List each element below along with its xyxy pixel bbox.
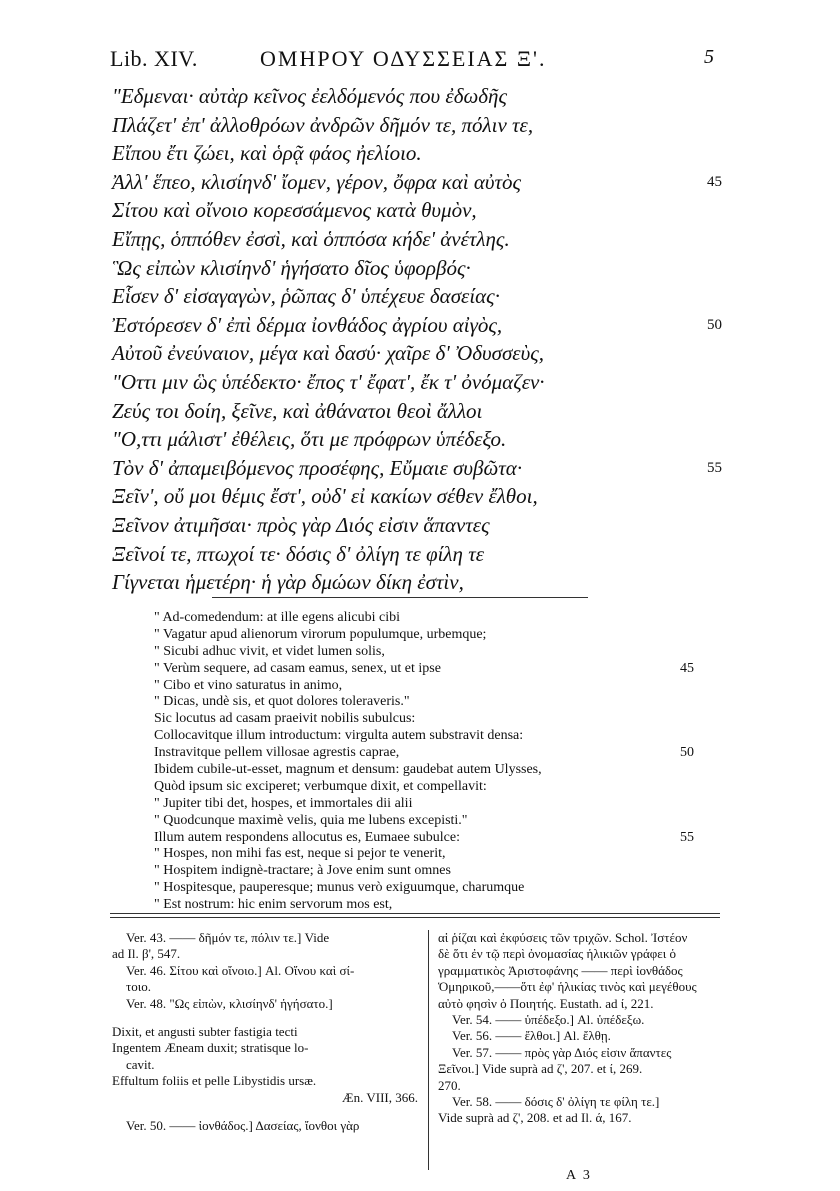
latin-verse-line [154,711,694,728]
greek-verse-line [112,254,722,283]
latin-verse-line [154,863,694,880]
greek-verse-line-text: Αὐτοῦ ἐνεύναιον, μέγα καὶ δασύ· χαῖρε δ' Ὀδυσσεὺς, [112,341,544,366]
latin-translation-block [154,610,694,914]
latin-verse-line [154,661,694,678]
footnote-line: cavit. [126,1056,155,1072]
greek-verse-line [112,311,722,340]
work-title: ΟΜΗΡΟΥ ΟΔΥΣΣΕΙΑΣ Ξ'. [260,46,547,71]
greek-verse-line [112,511,722,540]
greek-verse-line [112,111,722,140]
footnote-rule-lower [110,917,720,918]
latin-verse-line-text: " Hospitesque, pauperesque; munus verò exiguumque, charumque [154,880,525,896]
divider-rule [212,597,588,598]
greek-verse-line-text: Ἀλλ' ἕπεο, κλισίηνδ' ἴομεν, γέρον, ὄφρα καὶ αὐτὸς [112,169,522,194]
latin-verse-line [154,796,694,813]
greek-verse-line-text: Τὸν δ' ἀπαμειβόμενος προσέφης, Εὔμαιε συβῶτα· [112,455,523,480]
book-label: Lib. XIV. [110,46,198,71]
footnote-line: Ingentem Æneam duxit; stratisque lo- [112,1040,309,1056]
line-number: 50 [680,745,694,761]
latin-verse-line [154,762,694,779]
footnote-line: Æn. VIII, 366. [342,1089,418,1105]
footnote-line: Effultum foliis et pelle Libystidis ursæ. [112,1073,317,1089]
footnote-line: Ver. 50. —— ἰονθάδος.] Δασείας, ἴονθοι γὰρ [126,1117,360,1133]
footnote-line: δὲ ὅτι ἐν τῷ περὶ ὀνομασίας ἡλικιῶν γράφει ὁ [438,946,676,962]
greek-verse-line-text: Ξεῖν', οὔ μοι θέμις ἔστ', οὐδ' εἰ κακίων σέθεν ἔλθοι, [112,484,538,509]
line-number: 45 [680,660,694,676]
latin-verse-line-text: " Est nostrum: hic enim servorum mos est, [154,897,393,913]
latin-verse-line [154,644,694,661]
greek-verse-line-text: "Ο,ττι μάλιστ' ἐθέλεις, ὅτι με πρόφρων ὑπέδεξο. [112,427,507,452]
greek-verse-line [112,482,722,511]
footnote-line: Ver. 54. —— ὑπέδεξο.] Al. ὑπέδεξω. [452,1011,645,1027]
latin-verse-line [154,880,694,897]
latin-verse-line-text: " Hospitem indignè-tractare; à Jove enim sunt omnes [154,863,451,879]
latin-verse-line-text: " Ad-comedendum: at ille egens alicubi cibi [154,610,400,625]
footnote-line: Ver. 43. —— δῆμόν τε, πόλιν τε.] Vide [126,930,330,945]
latin-verse-line-text: Collocavitque illum introductum: virgulta autem substravit densa: [154,728,524,744]
latin-verse-line [154,897,694,914]
greek-verse-line [112,368,722,397]
latin-verse-line [154,779,694,796]
latin-verse-line-text: " Jupiter tibi det, hospes, et immortales dii alii [154,795,413,811]
greek-verse-line-text: Εἷσεν δ' εἰσαγαγὼν, ῥῶπας δ' ὑπέχευε δασείας· [112,284,500,309]
greek-verse-line-text: "Οττι μιν ὣς ὑπέδεκτο· ἔπος τ' ἔφατ', ἔκ τ' ὀνόμαζεν· [112,369,545,394]
latin-verse-line-text: " Vagatur apud alienorum virorum populumque, urbemque; [154,626,487,642]
latin-verse-line-text: " Dicas, undè sis, et quot dolores toleraveris." [154,694,410,710]
line-number: 45 [707,173,722,190]
footnote-line: Ver. 46. Σίτου καὶ οἴνοιο.] Al. Οἴνου καὶ σί- [126,962,355,978]
greek-verse-line-text: Ζεύς τοι δοίη, ξεῖνε, καὶ ἀθάνατοι θεοὶ ἄλλοι [112,398,483,423]
footnote-line: Ὁμηρικοῦ,——ὅτι ἐφ' ἡλικίας τινὸς καὶ μεγέθους [438,979,697,995]
footnote-line: Ξεῖνοι.] Vide suprà ad ζ', 207. et ί, 269. [438,1061,643,1077]
greek-verse-line [112,397,722,426]
greek-verse-line [112,225,722,254]
latin-verse-line-text: " Hospes, non mihi fas est, neque si pejor te venerit, [154,846,446,862]
running-header [110,46,714,76]
latin-verse-line [154,813,694,830]
footnote-line: Vide suprà ad ζ', 208. et ad Il. ά, 167. [438,1110,632,1126]
greek-verse-line [112,540,722,569]
footnote-line: Dixit, et angusti subter fastigia tecti [112,1023,298,1039]
greek-verse-line [112,425,722,454]
footnote-line: τοιο. [126,979,151,995]
column-divider [428,930,429,1170]
footnote-line: ad Il. β', 547. [112,946,181,962]
greek-verse-line [112,282,722,311]
footnote-rule [110,913,720,914]
greek-verse-line [112,82,722,111]
footnote-line: Ver. 58. —— δόσις δ' ὀλίγη τε φίλη τε.] [452,1093,660,1109]
footnotes-left-column [112,930,418,1134]
greek-verse-line-text: Ξεῖνοί τε, πτωχοί τε· δόσις δ' ὀλίγη τε φίλη τε [112,541,484,566]
greek-verse-line [112,196,722,225]
footnote-line: Ver. 57. —— πρὸς γὰρ Διός εἰσιν ἅπαντες [452,1044,672,1060]
latin-verse-line [154,846,694,863]
latin-verse-line [154,830,694,847]
line-number: 55 [680,829,694,845]
greek-verse-line [112,139,722,168]
latin-verse-line-text: Instravitque pellem villosae agrestis caprae, [154,745,400,761]
latin-verse-line [154,627,694,644]
footnote-line: αἱ ῥίζαι καὶ ἐκφύσεις τῶν τριχῶν. Schol. Ἰστέον [438,930,688,945]
greek-verse-line-text: Εἴπῃς, ὁππόθεν ἐσσὶ, καὶ ὁππόσα κήδε' ἀνέτλης. [112,226,510,251]
greek-verse-line-text: Εἴπου ἔτι ζώει, καὶ ὁρᾷ φάος ἠελίοιο. [112,141,422,166]
footnote-line: Ver. 48. "Ως εἰπὼν, κλισίηνδ' ἡγήσατο.] [126,995,333,1011]
footnote-line: Ver. 56. —— ἔλθοι.] Al. ἔλθῃ. [452,1028,611,1044]
greek-verse-line-text: Πλάζετ' ἐπ' ἀλλοθρόων ἀνδρῶν δῆμόν τε, πόλιν τε, [112,112,534,137]
greek-verse-line-text: Ἐστόρεσεν δ' ἐπὶ δέρμα ἰονθάδος ἀγρίου αἰγὸς, [112,312,503,337]
footnote-line: 270. [438,1077,461,1093]
latin-verse-line-text: " Verùm sequere, ad casam eamus, senex, ut et ipse [154,660,441,676]
greek-verse-line-text: Σίτου καὶ οἴνοιο κορεσσάμενος κατὰ θυμὸν, [112,198,477,223]
footnote-line: αὐτὸ φησὶν ὁ Ποιητής. Eustath. ad ί, 221. [438,995,654,1011]
latin-verse-line-text: Ibidem cubile-ut-esset, magnum et densum: gaudebat autem Ulysses, [154,762,542,778]
greek-verse-line [112,168,722,197]
latin-verse-line-text: " Cibo et vino saturatus in animo, [154,677,343,693]
latin-verse-line [154,694,694,711]
latin-verse-line-text: " Sicubi adhuc vivit, et videt lumen solis, [154,643,385,659]
line-number: 55 [707,459,722,476]
greek-verse-line-text: "Εδμεναι· αὐτὰρ κεῖνος ἐελδόμενός που ἐδωδῆς [112,84,508,108]
latin-verse-line-text: Quòd ipsum sic exciperet; verbumque dixit, et compellavit: [154,778,487,794]
latin-verse-line [154,728,694,745]
greek-verse-line [112,339,722,368]
greek-verse-line-text: Ὣς εἰπὼν κλισίηνδ' ἡγήσατο δῖος ὑφορβός· [112,255,471,280]
latin-verse-line-text: Sic locutus ad casam praeivit nobilis subulcus: [154,711,416,727]
footnotes-right-column [438,930,724,1127]
greek-verse-line [112,454,722,483]
page-number: 5 [704,46,714,68]
greek-verse-line-text: Γίγνεται ἡμετέρη· ἡ γὰρ δμώων δίκη ἐστὶν, [112,570,464,595]
latin-verse-line-text: Illum autem respondens allocutus es, Eumaee subulce: [154,829,460,845]
latin-verse-line [154,678,694,695]
greek-verse-line-text: Ξεῖνον ἀτιμῆσαι· πρὸς γὰρ Διός εἰσιν ἅπαντες [112,512,490,537]
line-number: 50 [707,316,722,333]
greek-verse-line [112,568,722,597]
signature-mark: A 3 [566,1168,592,1183]
latin-verse-line [154,745,694,762]
latin-verse-line-text: " Quodcunque maximè velis, quia me lubens excepisti." [154,812,468,828]
footnote-line: γραμματικὸς Ἀριστοφάνης —— περὶ ἰονθάδος [438,962,683,978]
latin-verse-line [154,610,694,627]
greek-text-block [112,82,722,597]
